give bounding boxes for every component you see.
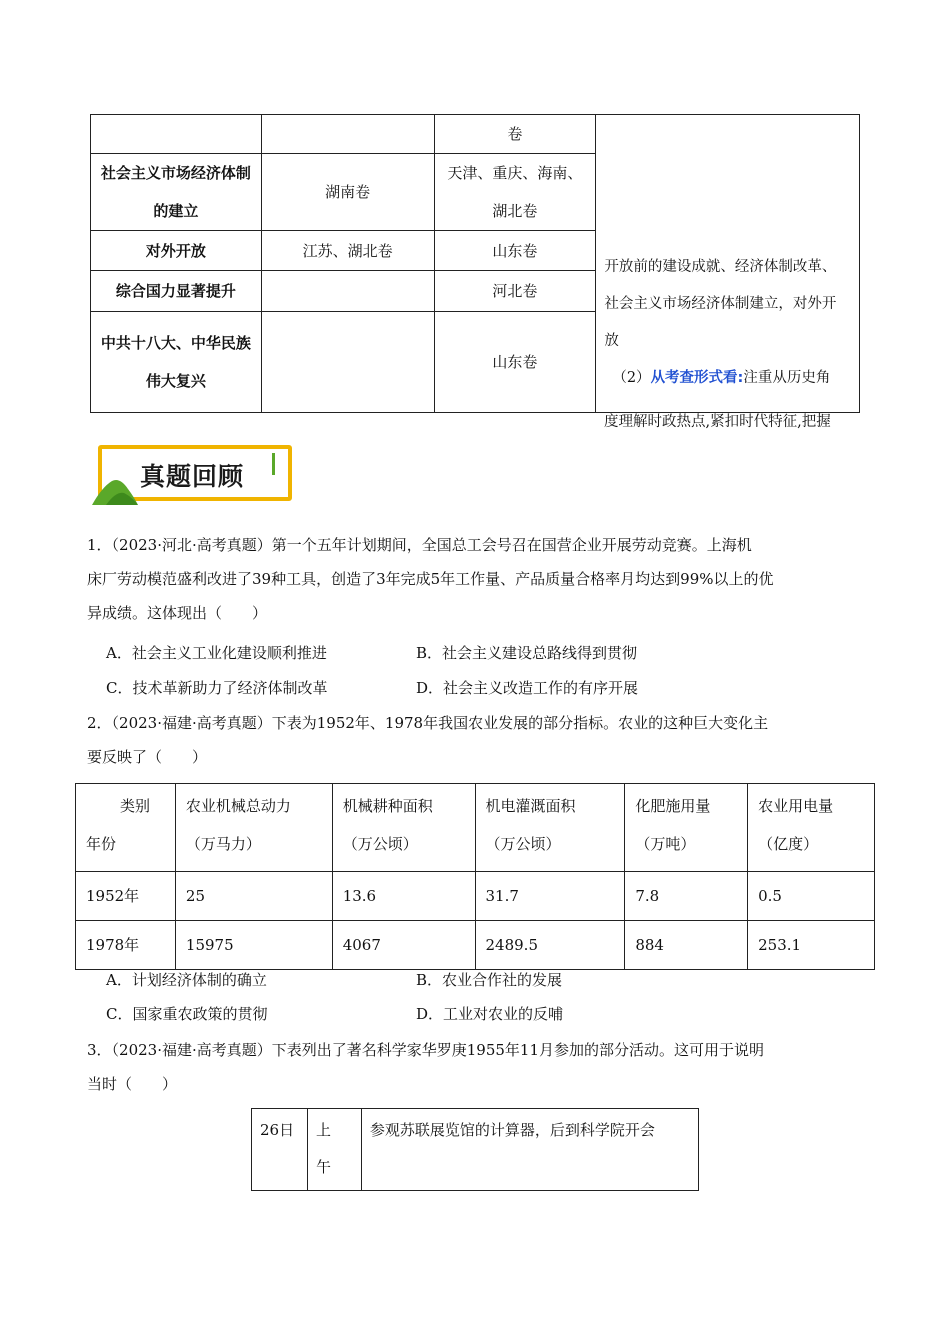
analysis-line: 开放前的建设成就、经济体制改革、	[604, 259, 837, 275]
value-cell: 0.5	[748, 872, 875, 921]
value-cell: 253.1	[748, 921, 875, 970]
table-row	[76, 872, 875, 921]
hill-icon	[92, 467, 140, 507]
question-line: 2．（2023·福建·高考真题）下表为1952年、1978年我国农业发展的部分指标。农业的这种巨大变化主	[87, 714, 769, 732]
paper-cell: 卷	[434, 115, 596, 154]
question-line: 1．（2023·河北·高考真题）第一个五年计划期间，全国总工会号召在国营企业开展劳动竞赛。上海机	[87, 536, 752, 554]
option-d[interactable]: D．社会主义改造工作的有序开展	[416, 679, 639, 697]
corner-year: 年份	[86, 835, 117, 853]
table-row	[252, 1109, 699, 1191]
analysis-line: 社会主义市场经济体制建立，对外开	[604, 296, 837, 312]
value-cell: 884	[625, 921, 748, 970]
value-cell: 31.7	[475, 872, 625, 921]
topic-cell: 综合国力显著提升	[91, 271, 262, 312]
option-a[interactable]: A．计划经济体制的确立	[106, 971, 267, 989]
topic-cell: 社会主义市场经济体制的建立	[91, 154, 262, 231]
paper-cell: 江苏、湖北卷	[261, 231, 434, 271]
paper-cell: 山东卷	[434, 231, 596, 271]
column-header: 化肥施用量 （万吨）	[625, 784, 748, 872]
paper-cell	[261, 312, 434, 413]
value-cell: 7.8	[625, 872, 748, 921]
year-cell: 1952年	[76, 872, 176, 921]
value-cell: 25	[175, 872, 332, 921]
corner-category: 类别	[120, 797, 151, 815]
question-1	[87, 528, 867, 630]
analysis-point: （2）从考查形式看:注重从历史角	[612, 370, 831, 386]
question-line: 异成绩。这体现出（ ）	[87, 604, 268, 622]
corner-header	[76, 784, 176, 872]
question-line: 要反映了（ ）	[87, 748, 208, 766]
option-d[interactable]: D．工业对农业的反哺	[416, 1005, 564, 1023]
paper-cell: 湖南卷	[261, 154, 434, 231]
period-cell: 上 午	[307, 1109, 361, 1191]
column-header: 机械耕种面积 （万公顷）	[332, 784, 475, 872]
analysis-overflow-line: 度理解时政热点,紧扣时代特征,把握	[604, 414, 831, 430]
option-b[interactable]: B．社会主义建设总路线得到贯彻	[416, 644, 638, 662]
question-line: 床厂劳动模范盛利改进了39种工具，创造了3年完成5年工作量、产品质量合格率月均达到99%以上的优	[87, 570, 774, 588]
topic-cell	[91, 115, 262, 154]
agriculture-table	[75, 783, 875, 970]
analysis-line: 放	[604, 333, 619, 349]
option-b[interactable]: B．农业合作社的发展	[416, 971, 563, 989]
column-header: 机电灌溉面积 （万公顷）	[475, 784, 625, 872]
paper-cell	[261, 115, 434, 154]
activity-cell: 参观苏联展览馆的计算器，后到科学院开会	[361, 1109, 698, 1191]
question-line: 3．（2023·福建·高考真题）下表列出了著名科学家华罗庚1955年11月参加的部分活动。这可用于说明	[87, 1041, 765, 1059]
paper-cell	[261, 271, 434, 312]
activity-table	[251, 1108, 699, 1191]
question-3	[87, 1033, 867, 1101]
topic-table	[90, 114, 860, 413]
value-cell: 15975	[175, 921, 332, 970]
value-cell: 13.6	[332, 872, 475, 921]
banner-accent	[272, 453, 275, 475]
topic-cell: 对外开放	[91, 231, 262, 271]
option-a[interactable]: A．社会主义工业化建设顺利推进	[106, 644, 327, 662]
paper-cell: 河北卷	[434, 271, 596, 312]
analysis-cell	[596, 115, 860, 413]
question-line: 当时（ ）	[87, 1075, 178, 1093]
banner-title: 真题回顾	[140, 462, 245, 491]
value-cell: 2489.5	[475, 921, 625, 970]
topic-cell: 中共十八大、中华民族伟大复兴	[91, 312, 262, 413]
year-cell: 1978年	[76, 921, 176, 970]
column-header: 农业用电量 （亿度）	[748, 784, 875, 872]
question-2	[87, 706, 867, 774]
paper-cell: 山东卷	[434, 312, 596, 413]
option-c[interactable]: C．技术革新助力了经济体制改革	[106, 679, 328, 697]
day-cell: 26日	[252, 1109, 308, 1191]
paper-cell: 天津、重庆、海南、湖北卷	[434, 154, 596, 231]
option-c[interactable]: C．国家重农政策的贯彻	[106, 1005, 268, 1023]
column-header: 农业机械总动力 （万马力）	[175, 784, 332, 872]
section-banner	[92, 445, 296, 507]
value-cell: 4067	[332, 921, 475, 970]
